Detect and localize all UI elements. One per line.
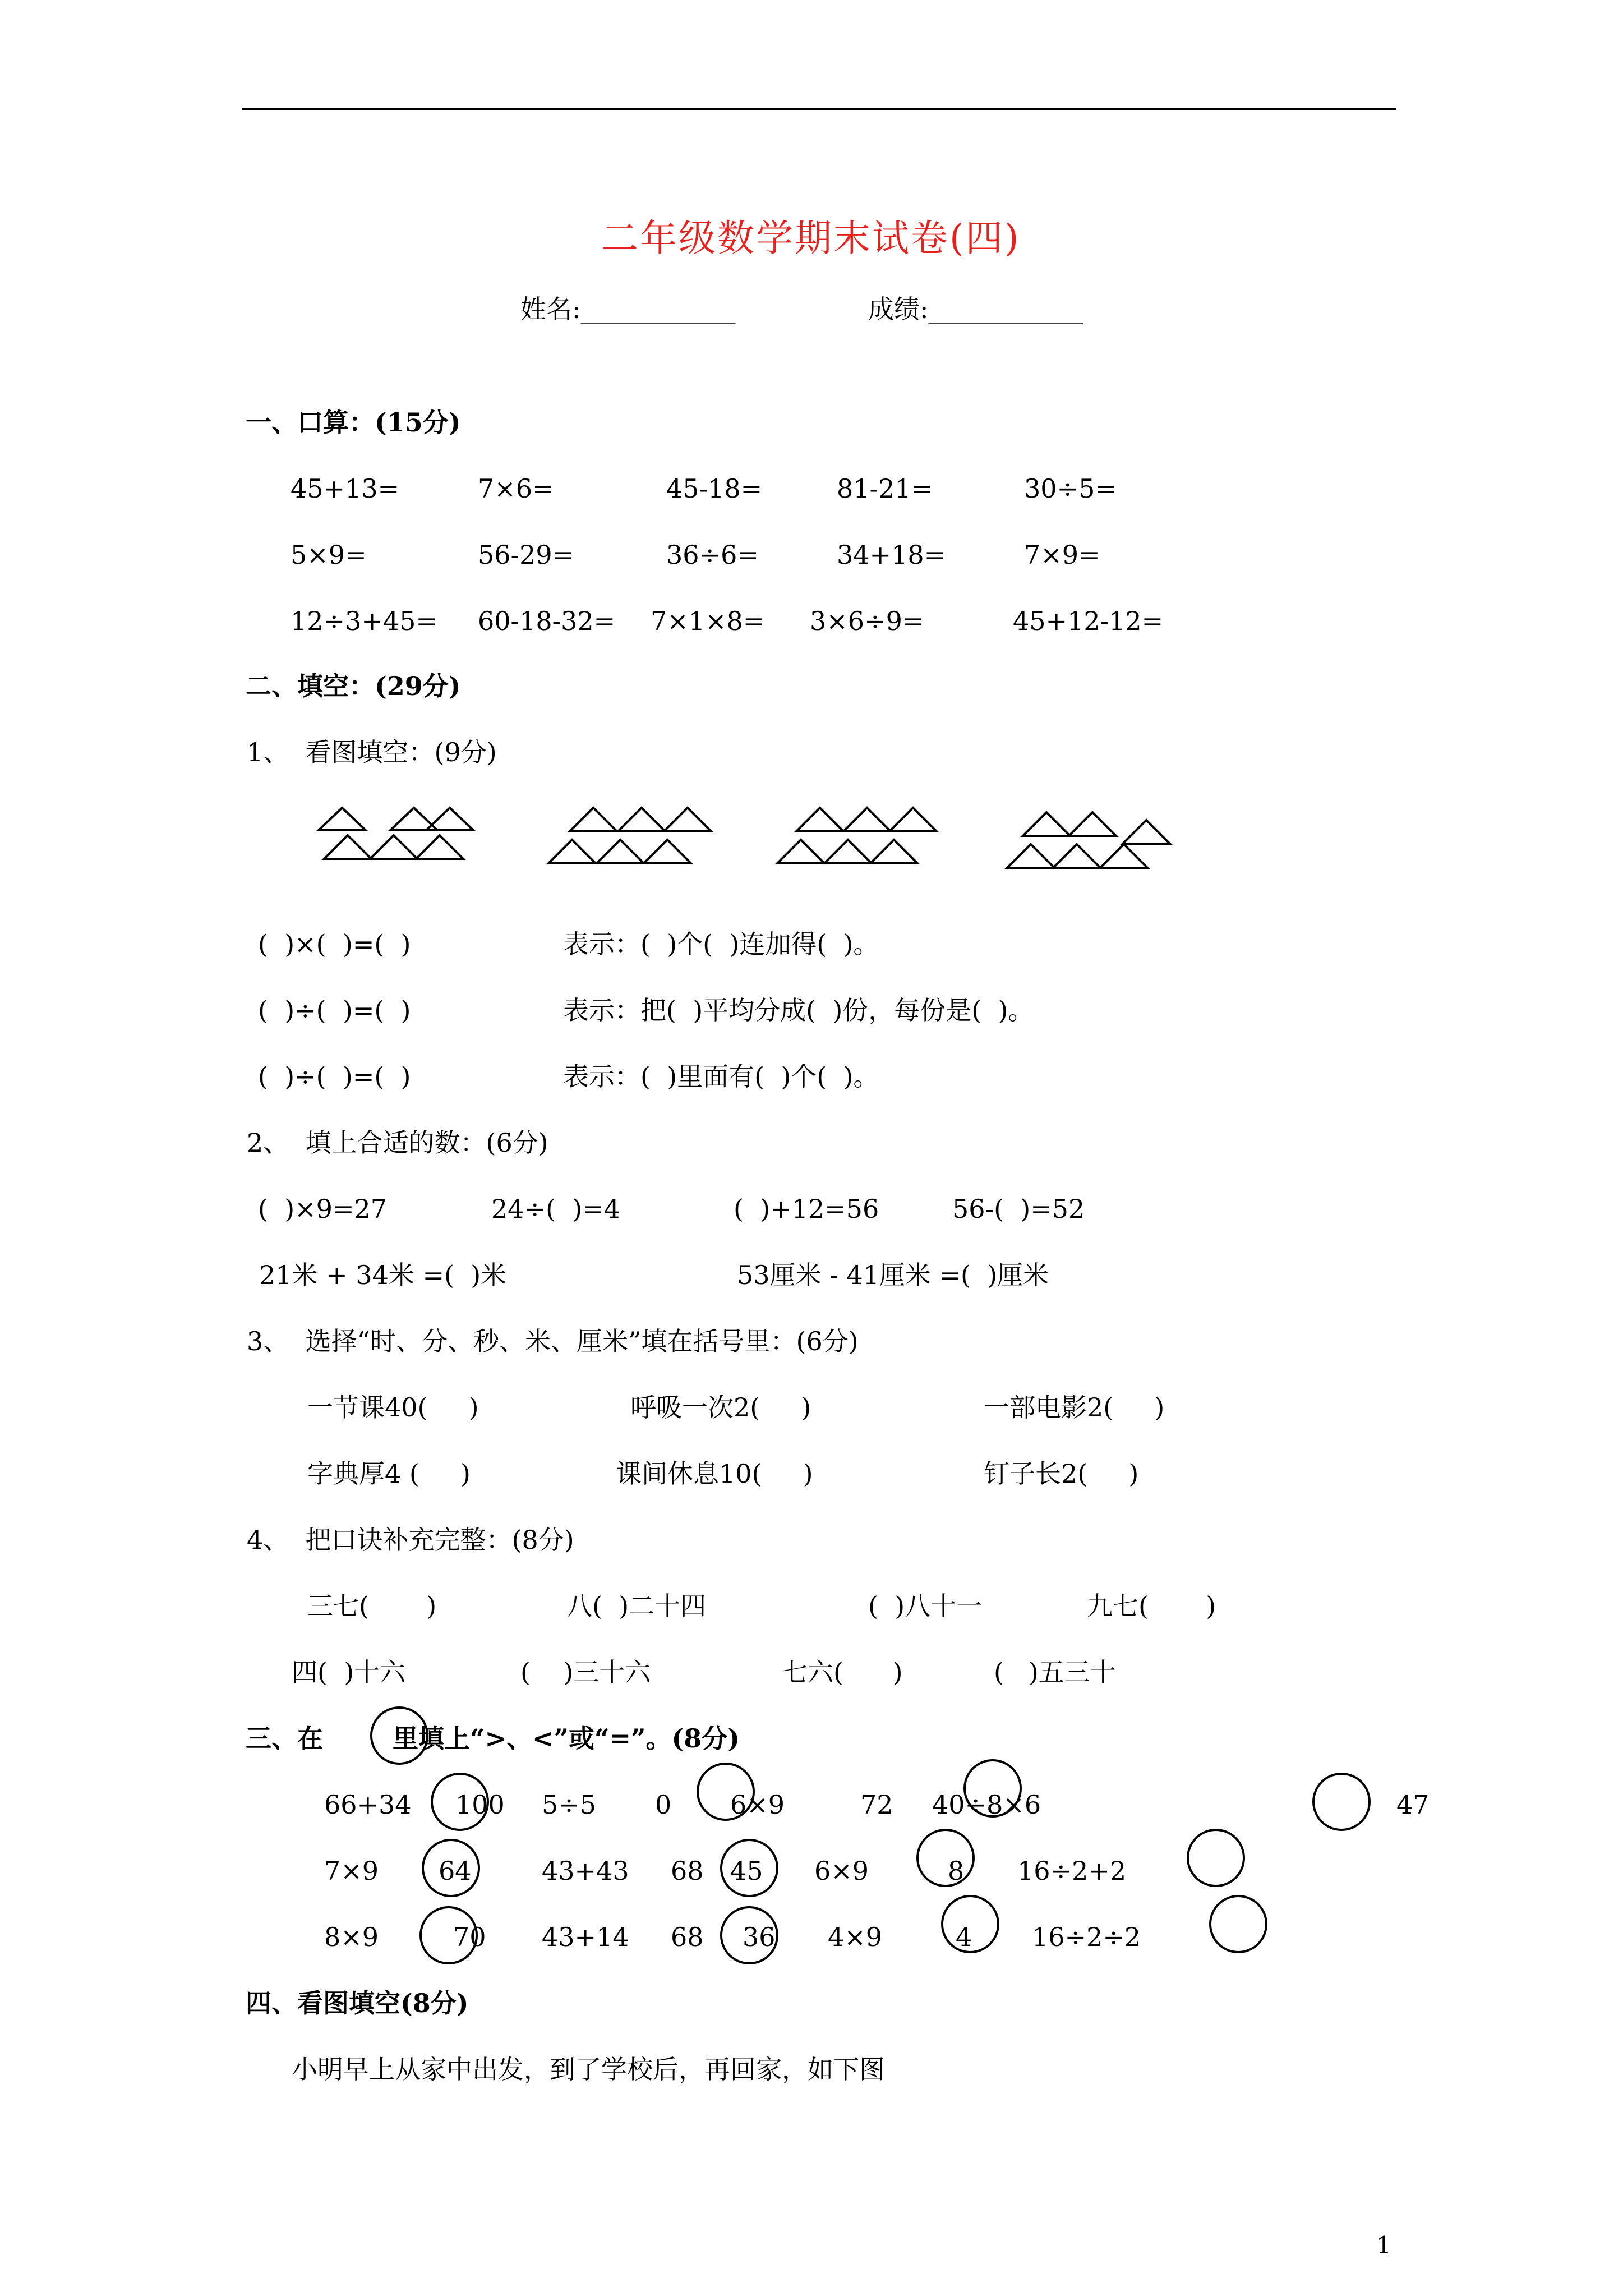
fill-line-meaning: 表示：( )里面有( )个( )。 xyxy=(563,1061,879,1092)
fill-line-expression: ( )÷( )=( ) xyxy=(258,1061,411,1092)
question-4-label: 4、 把口诀补充完整：(8分) xyxy=(247,1525,574,1555)
section-4-heading: 四、看图填空(8分) xyxy=(246,1988,469,2018)
compare-item: 5÷5 xyxy=(542,1789,597,1820)
answer-circle[interactable] xyxy=(965,1760,1021,1816)
question-3-label: 3、 选择“时、分、秒、米、厘米”填在括号里：(6分) xyxy=(247,1326,859,1356)
math-problem: 34+18= xyxy=(837,540,946,570)
math-problem: 7×1×8= xyxy=(651,606,765,636)
compare-item: 16÷2+2 xyxy=(1017,1856,1127,1886)
compare-item: 43+14 xyxy=(542,1922,629,1952)
answer-circle[interactable] xyxy=(721,1840,777,1896)
page-title: 二年级数学期末试卷(四) xyxy=(601,217,1021,260)
section-3-heading-rest: 里填上“>、<”或“=”。(8分) xyxy=(393,1723,740,1754)
math-problem: 7×6= xyxy=(478,473,554,504)
math-problem: 45-18= xyxy=(666,473,763,504)
compare-item: 100 xyxy=(455,1789,505,1820)
question-1-label: 1、 看图填空：(9分) xyxy=(247,737,497,767)
unit-choice-item: 钉子长2( ) xyxy=(984,1458,1139,1489)
unit-choice-item: 一节课40( ) xyxy=(307,1392,479,1423)
compare-item: 66+34 xyxy=(324,1789,412,1820)
compare-item: 68 xyxy=(671,1856,704,1886)
unit-choice-item: 呼吸一次2( ) xyxy=(630,1392,811,1423)
compare-item: 72 xyxy=(860,1789,893,1820)
unit-choice-item: 字典厚4 ( ) xyxy=(307,1458,471,1489)
compare-item: 8×9 xyxy=(324,1922,379,1952)
rhyme-item: 七六( ) xyxy=(782,1657,903,1687)
fill-line-expression: ( )×( )=( ) xyxy=(258,929,411,959)
compare-item: 6×9 xyxy=(814,1856,869,1886)
question-2-label: 2、 填上合适的数：(6分) xyxy=(247,1128,548,1158)
fill-line-meaning: 表示：把( )平均分成( )份，每份是( )。 xyxy=(563,995,1034,1025)
rhyme-item: 四( )十六 xyxy=(292,1657,406,1687)
fill-line-meaning: 表示：( )个( )连加得( )。 xyxy=(563,929,879,959)
answer-circle[interactable] xyxy=(721,1907,777,1963)
fill-blank-item: 21米 + 34米 =( )米 xyxy=(259,1260,507,1290)
rhyme-item: 三七( ) xyxy=(307,1591,437,1621)
answer-circle[interactable] xyxy=(423,1840,479,1896)
answer-circle[interactable] xyxy=(421,1907,477,1963)
unit-choice-item: 一部电影2( ) xyxy=(984,1392,1165,1423)
section-4-text: 小明早上从家中出发，到了学校后，再回家，如下图 xyxy=(292,2054,885,2085)
rhyme-item: ( )三十六 xyxy=(520,1657,651,1687)
compare-item: 47 xyxy=(1396,1789,1430,1820)
math-problem: 60-18-32= xyxy=(478,606,616,636)
fill-blank-item: 24÷( )=4 xyxy=(491,1194,621,1224)
math-problem: 7×9= xyxy=(1024,540,1100,570)
compare-item: 8 xyxy=(948,1856,965,1886)
answer-circle[interactable] xyxy=(698,1764,754,1820)
rhyme-item: 八( )二十四 xyxy=(566,1591,707,1621)
compare-item: 36 xyxy=(743,1922,776,1952)
compare-item: 7×9 xyxy=(324,1856,379,1886)
math-problem: 12÷3+45= xyxy=(291,606,437,636)
score-field[interactable]: 成绩:____________ xyxy=(868,294,1083,324)
unit-choice-item: 课间休息10( ) xyxy=(616,1458,813,1489)
answer-circle[interactable] xyxy=(1210,1896,1266,1952)
answer-circle[interactable] xyxy=(432,1774,488,1830)
fill-blank-item: 53厘米 - 41厘米 =( )厘米 xyxy=(737,1260,1049,1290)
fill-line-expression: ( )÷( )=( ) xyxy=(258,995,411,1025)
compare-item: 4×9 xyxy=(828,1922,883,1952)
compare-item: 0 xyxy=(655,1789,672,1820)
math-problem: 81-21= xyxy=(837,473,933,504)
math-problem: 5×9= xyxy=(291,540,367,570)
compare-item: 45 xyxy=(730,1856,763,1886)
compare-item: 6×9 xyxy=(730,1789,785,1820)
rhyme-item: ( )八十一 xyxy=(868,1591,983,1621)
compare-item: 4 xyxy=(956,1922,972,1952)
math-problem: 45+13= xyxy=(291,473,400,504)
fill-blank-item: ( )+12=56 xyxy=(734,1194,879,1224)
rhyme-item: 九七( ) xyxy=(1087,1591,1216,1621)
answer-circle[interactable] xyxy=(371,1708,427,1764)
name-field[interactable]: 姓名:____________ xyxy=(520,294,736,324)
fill-blank-item: ( )×9=27 xyxy=(258,1194,388,1224)
rhyme-item: ( )五三十 xyxy=(994,1657,1116,1687)
math-problem: 36÷6= xyxy=(666,540,759,570)
fill-blank-item: 56-( )=52 xyxy=(952,1194,1085,1224)
compare-item: 64 xyxy=(439,1856,472,1886)
page-number: 1 xyxy=(1376,2231,1391,2259)
compare-item: 43+43 xyxy=(542,1856,629,1886)
compare-item: 16÷2÷2 xyxy=(1032,1922,1141,1952)
math-problem: 30÷5= xyxy=(1024,473,1117,504)
answer-circle[interactable] xyxy=(1188,1830,1244,1886)
compare-item: 70 xyxy=(453,1922,486,1952)
math-problem: 45+12-12= xyxy=(1013,606,1164,636)
section-3-heading: 三、在 xyxy=(246,1723,323,1754)
math-problem: 3×6÷9= xyxy=(810,606,924,636)
section-1-heading: 一、口算：(15分) xyxy=(246,407,461,438)
compare-item: 68 xyxy=(671,1922,704,1952)
answer-circle[interactable] xyxy=(942,1896,998,1952)
compare-item: 40÷8×6 xyxy=(932,1789,1041,1820)
answer-circle[interactable] xyxy=(1313,1774,1370,1830)
math-problem: 56-29= xyxy=(478,540,574,570)
section-2-heading: 二、填空：(29分) xyxy=(246,671,461,701)
answer-circle[interactable] xyxy=(917,1830,974,1886)
